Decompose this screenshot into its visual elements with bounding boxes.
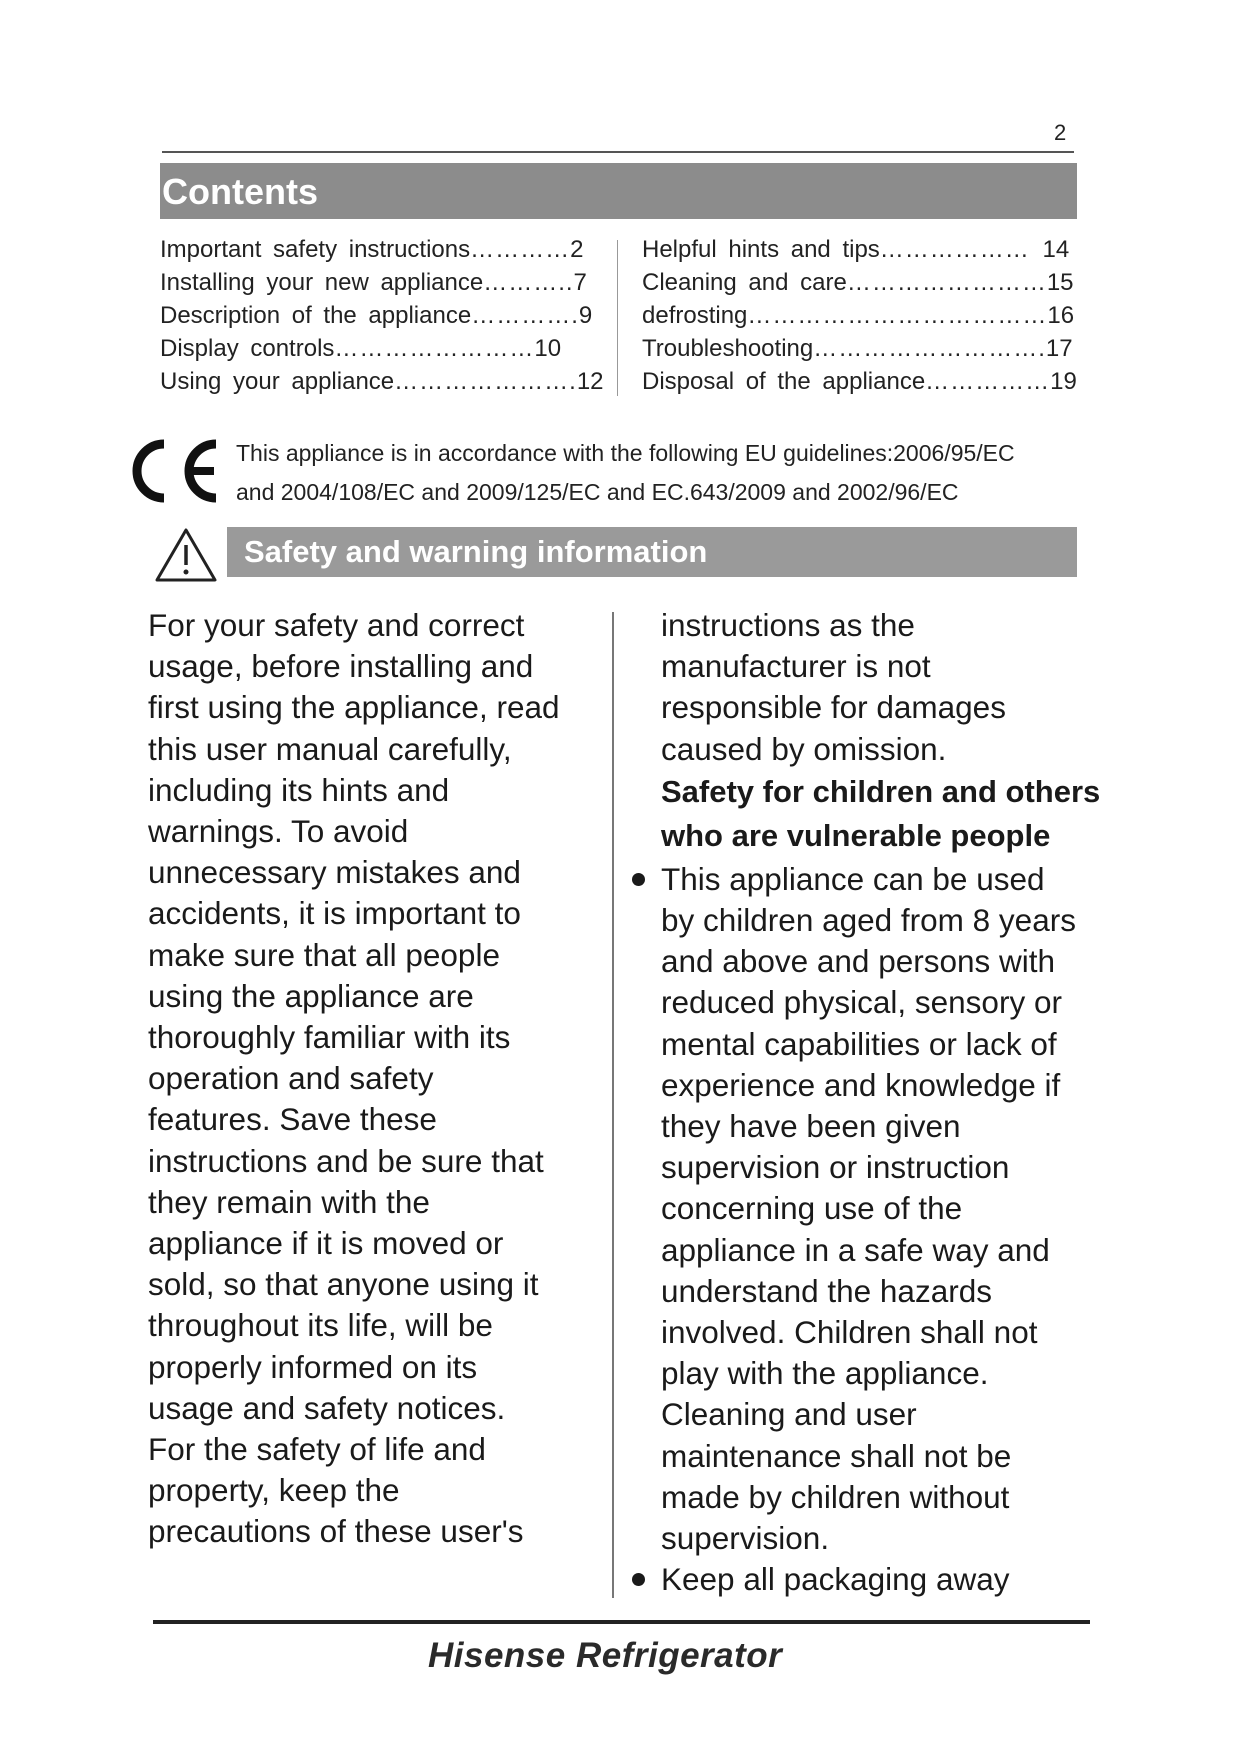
body-line: operation and safety: [148, 1060, 434, 1097]
page-number: 2: [1054, 120, 1067, 145]
safety-left-column: [148, 605, 598, 1553]
subheading-children-safety: [661, 770, 1141, 859]
toc-item-label: Display controls: [160, 335, 335, 362]
body-line: and above and persons with: [661, 943, 1056, 980]
toc-item[interactable]: [160, 299, 615, 332]
safety-title: Safety and warning information: [244, 534, 708, 569]
footer-brand: Hisense Refrigerator: [428, 1636, 783, 1675]
body-line: they have been given: [661, 1108, 961, 1145]
toc-item-label: defrosting: [642, 302, 748, 329]
body-line: experience and knowledge if: [661, 1066, 1061, 1103]
toc-item[interactable]: [642, 365, 1087, 398]
toc-item-label: Installing your new appliance: [160, 269, 484, 296]
safety-right-column: [661, 605, 1141, 1600]
toc-right-column: [642, 233, 1087, 398]
toc-item-label: Using your appliance: [160, 368, 395, 395]
body-line: concerning use of the: [661, 1190, 963, 1227]
toc-leader-dots: …………: [470, 236, 571, 263]
toc-leader-dots: ……………………: [334, 335, 535, 362]
body-line: appliance in a safe way and: [661, 1231, 1050, 1268]
body-line: Cleaning and user: [661, 1396, 917, 1433]
toc-item-label: Helpful hints and tips: [642, 236, 880, 263]
toc-item[interactable]: [642, 332, 1087, 365]
toc-leader-dots: ……………: [925, 368, 1051, 395]
toc-leader-dots: ………………………………: [747, 302, 1048, 329]
bullet-item: [661, 1559, 1141, 1600]
body-line: property, keep the: [148, 1472, 400, 1509]
toc-leader-dots: ……………………: [846, 269, 1047, 296]
body-line: This appliance can be used: [661, 860, 1045, 897]
subheading-line: who are vulnerable people: [661, 818, 1051, 854]
toc-item-page: 16: [1047, 302, 1075, 329]
toc-item-label: Cleaning and care: [642, 269, 847, 296]
toc-item-label: Troubleshooting: [642, 335, 814, 362]
body-line: manufacturer is not: [661, 648, 931, 685]
body-line: appliance if it is moved or: [148, 1225, 504, 1262]
toc-item[interactable]: [160, 233, 615, 266]
body-line: supervision or instruction: [661, 1149, 1010, 1186]
warning-triangle-icon: [154, 527, 218, 583]
toc-item[interactable]: [160, 266, 615, 299]
body-line: usage, before installing and: [148, 648, 534, 685]
body-line: sold, so that anyone using it: [148, 1266, 539, 1303]
toc-item-page: 15: [1046, 269, 1074, 296]
body-line: by children aged from 8 years: [661, 902, 1076, 939]
body-line: first using the appliance, read: [148, 689, 560, 726]
toc-item-page: 10: [534, 335, 562, 362]
body-line: precautions of these user's: [148, 1513, 524, 1550]
bottom-rule: [153, 1620, 1090, 1624]
toc-item[interactable]: [642, 299, 1087, 332]
toc-item-label: Description of the appliance: [160, 302, 472, 329]
top-rule: [162, 151, 1074, 153]
body-line: supervision.: [661, 1520, 830, 1557]
body-line: instructions as the: [661, 607, 915, 643]
toc-left-column: [160, 233, 615, 398]
toc-item-page: 14: [1042, 236, 1070, 263]
body-line: For the safety of life and: [148, 1431, 486, 1468]
body-line: usage and safety notices.: [148, 1389, 506, 1426]
body-line: this user manual carefully,: [148, 730, 512, 767]
body-line: accidents, it is important to: [148, 895, 521, 932]
eu-compliance-line: This appliance is in accordance with the following EU guidelines:2006/95/EC: [236, 440, 1015, 466]
toc-leader-dots: ………………….: [394, 368, 577, 395]
safety-banner: [227, 527, 1077, 577]
body-line: they remain with the: [148, 1183, 430, 1220]
toc-leader-dots: ………..: [483, 269, 574, 296]
body-line: including its hints and: [148, 771, 450, 808]
toc-item[interactable]: [160, 332, 615, 365]
toc-item-label: Important safety instructions: [160, 236, 471, 263]
body-line: properly informed on its: [148, 1348, 478, 1385]
body-line: mental capabilities or lack of: [661, 1025, 1057, 1062]
body-line: caused by omission.: [661, 730, 947, 767]
body-line: responsible for damages: [661, 689, 1006, 726]
toc-item[interactable]: [642, 233, 1087, 266]
body-line: unnecessary mistakes and: [148, 854, 521, 891]
body-line: made by children without: [661, 1478, 1010, 1515]
body-line: instructions and be sure that: [148, 1142, 544, 1179]
body-line: features. Save these: [148, 1101, 437, 1138]
column-divider: [612, 612, 614, 1598]
toc-item-page: 12: [576, 368, 604, 395]
body-line: maintenance shall not be: [661, 1437, 1012, 1474]
eu-compliance-text: [236, 434, 1086, 512]
toc-item-label: Disposal of the appliance: [642, 368, 926, 395]
body-line: using the appliance are: [148, 977, 474, 1014]
toc-item-page: 19: [1050, 368, 1077, 395]
body-line: Keep all packaging away: [661, 1561, 1010, 1598]
toc-leader-dots: ………….: [471, 302, 579, 329]
bullet-dot-icon: [632, 1573, 645, 1586]
toc-item-page: 7: [573, 269, 587, 296]
toc-item[interactable]: [642, 266, 1087, 299]
bullet-item: [661, 859, 1141, 1559]
toc-item-page: 9: [578, 302, 593, 329]
contents-banner: [160, 163, 1077, 219]
toc-item[interactable]: [160, 365, 615, 398]
subheading-line: Safety for children and others: [661, 773, 1101, 809]
body-line: thoroughly familiar with its: [148, 1019, 511, 1056]
body-line: throughout its life, will be: [148, 1307, 493, 1344]
toc-divider: [617, 240, 618, 396]
eu-compliance-line: and 2004/108/EC and 2009/125/EC and EC.643/2009 and 2002/96/EC: [236, 479, 959, 505]
contents-title: Contents: [162, 171, 318, 212]
bullet-dot-icon: [632, 873, 645, 886]
toc-leader-dots: ………………: [879, 236, 1043, 263]
body-line: For your safety and correct: [148, 607, 525, 643]
toc-item-page: 2: [570, 236, 584, 263]
body-line: warnings. To avoid: [148, 813, 409, 850]
body-line: play with the appliance.: [661, 1355, 989, 1392]
body-line: make sure that all people: [148, 936, 500, 973]
body-line: understand the hazards: [661, 1272, 992, 1309]
body-line: involved. Children shall not: [661, 1314, 1038, 1351]
body-line: reduced physical, sensory or: [661, 984, 1062, 1021]
toc-leader-dots: ……………………….: [813, 335, 1046, 362]
toc-item-page: 17: [1045, 335, 1073, 362]
ce-mark-icon: [124, 436, 220, 506]
